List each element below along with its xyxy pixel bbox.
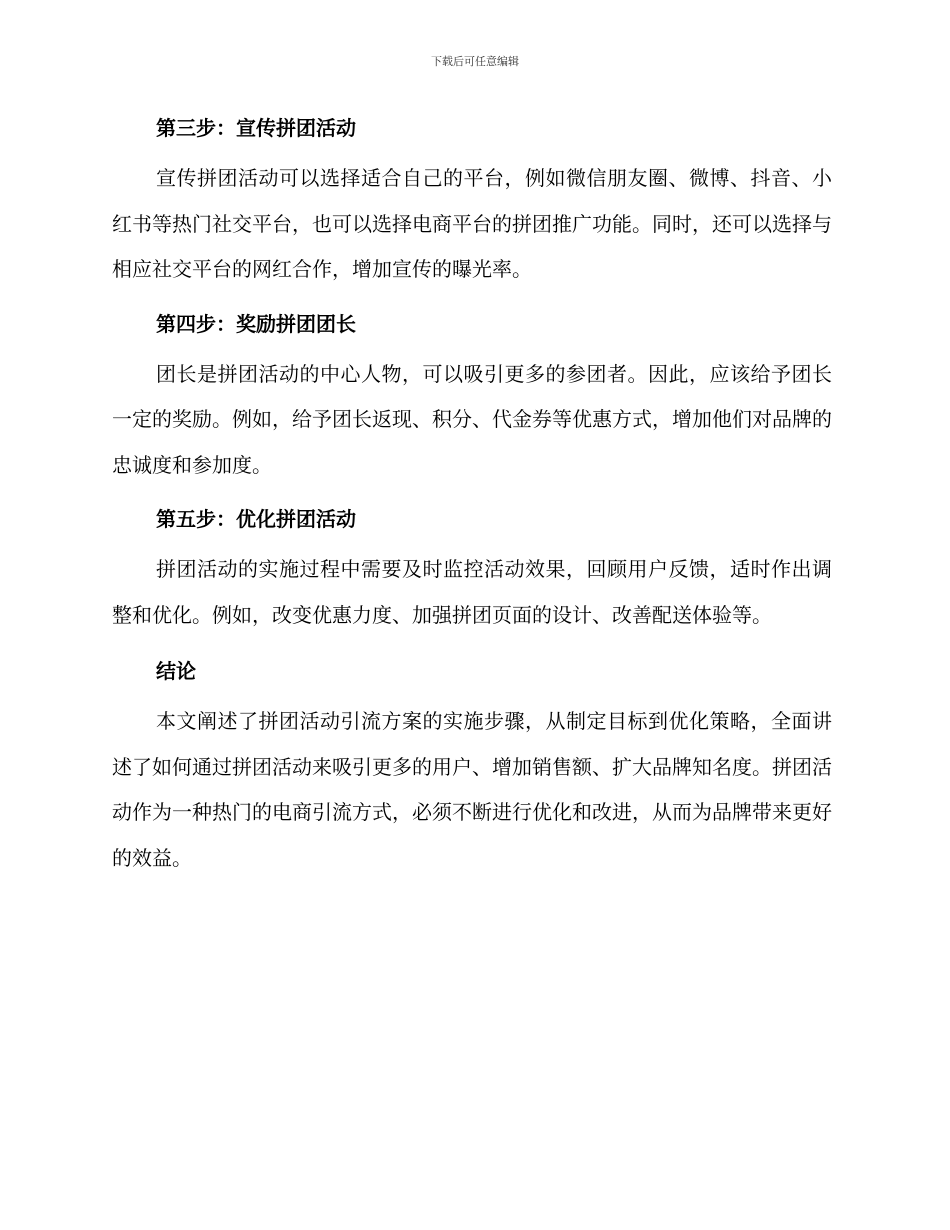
section-paragraph-step3: 宣传拼团活动可以选择适合自己的平台，例如微信朋友圈、微博、抖音、小红书等热门社交平台，也可以选择电商平台的拼团推广功能。同时，还可以选择与相应社交平台的网红合作，增加宣传的曝光率。 — [112, 166, 832, 281]
page-header-note: 下载后可任意编辑 — [431, 55, 519, 68]
section-paragraph-conclusion: 本文阐述了拼团活动引流方案的实施步骤，从制定目标到优化策略，全面讲述了如何通过拼团活动来吸引更多的用户、增加销售额、扩大品牌知名度。拼团活动作为一种热门的电商引流方式，必须不断进行优化和改进，从而为品牌带来更好的效益。 — [112, 709, 832, 870]
section-paragraph-step5: 拼团活动的实施过程中需要及时监控活动效果，回顾用户反馈，适时作出调整和优化。例如，改变优惠力度、加强拼团页面的设计、改善配送体验等。 — [112, 557, 832, 627]
document-body — [112, 110, 832, 881]
section-paragraph-step4: 团长是拼团活动的中心人物，可以吸引更多的参团者。因此，应该给予团长一定的奖励。例如，给予团长返现、积分、代金券等优惠方式，增加他们对品牌的忠诚度和参加度。 — [112, 361, 832, 477]
section-heading-conclusion: 结论 — [156, 659, 196, 683]
section-heading-step3: 第三步：宣传拼团活动 — [156, 116, 356, 140]
section-heading-step5: 第五步：优化拼团活动 — [156, 507, 356, 531]
section-heading-step4: 第四步：奖励拼团团长 — [156, 311, 356, 336]
